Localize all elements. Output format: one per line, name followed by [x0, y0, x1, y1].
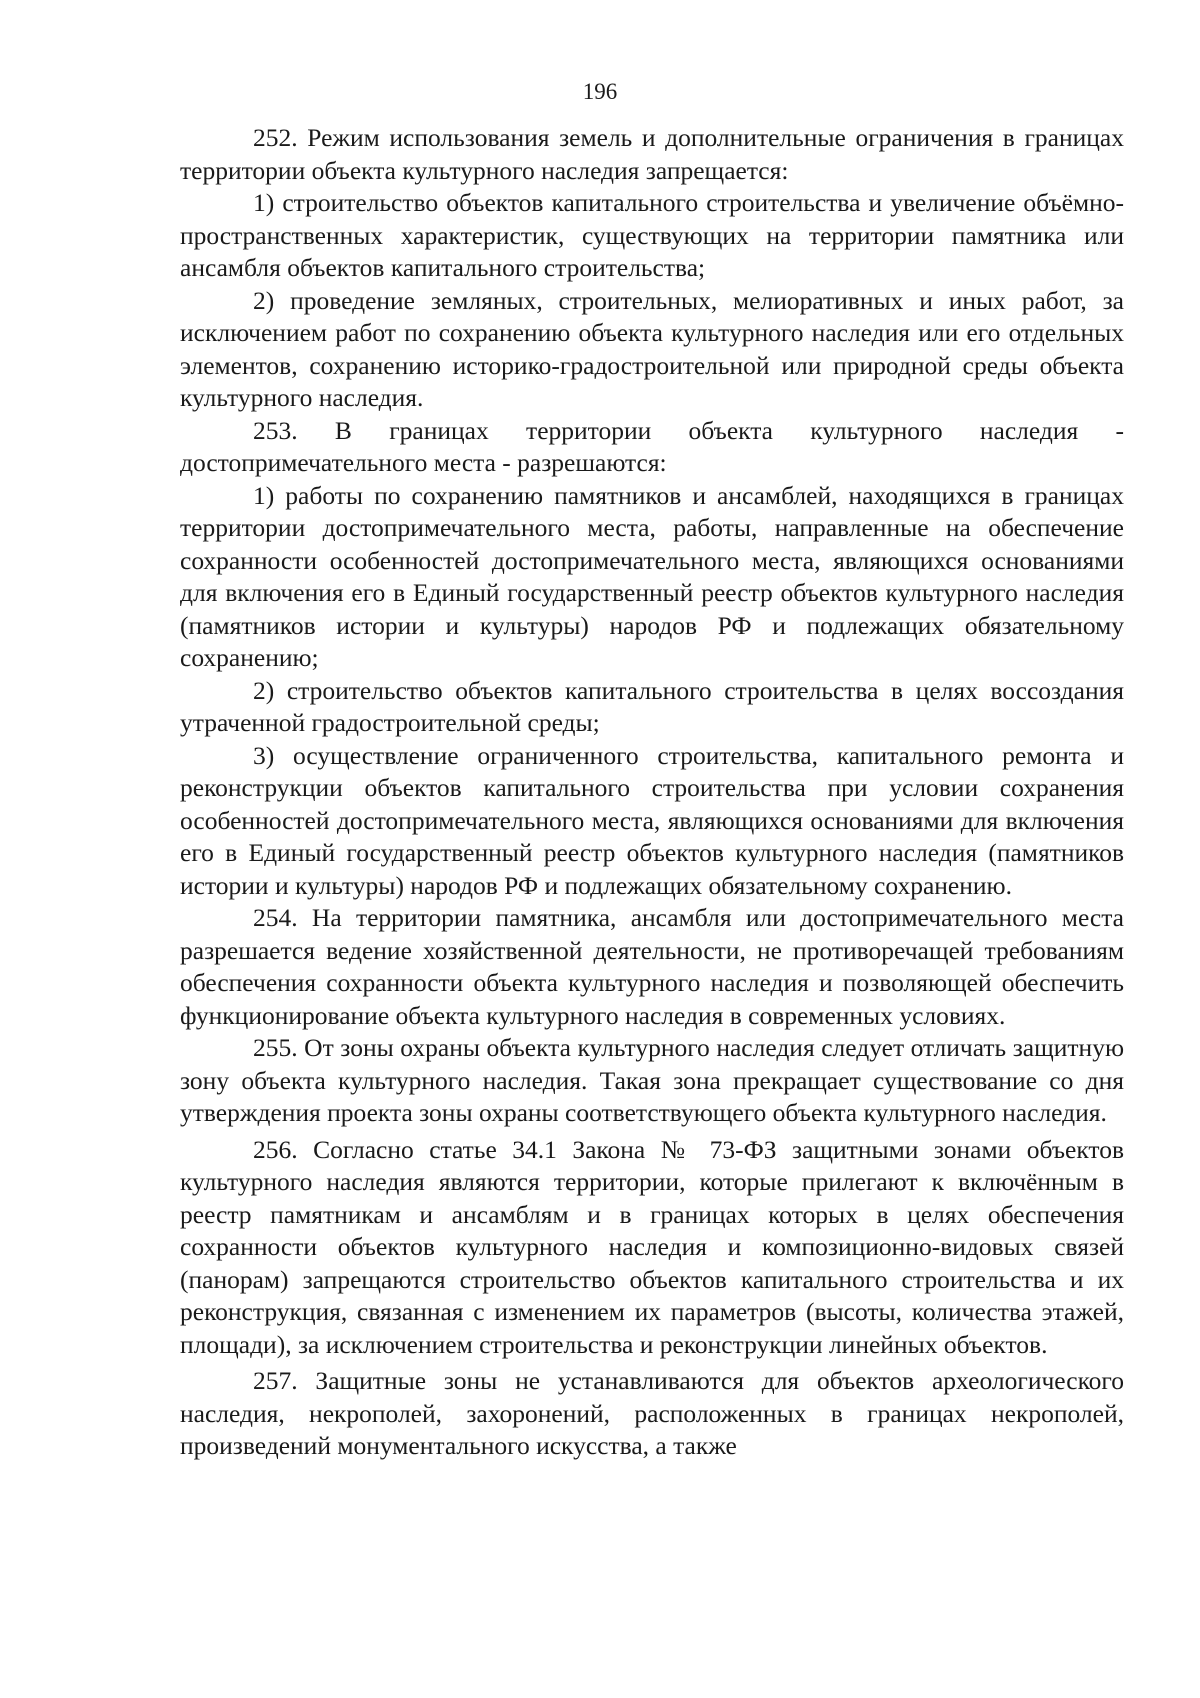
paragraph-252-item-2: 2) проведение земляных, строительных, мелиоративных и иных работ, за исключением работ по сохранению объекта культурного наследия или его отдельных элементов, сохранению историко-градостроительной или природной среды объекта культурного наследия. — [180, 285, 1124, 412]
paragraph-256: 256. Согласно статье 34.1 Закона № 73-ФЗ защитными зонами объектов культурного наследия являются территории, которые прилегают к включённым в реестр памятникам и ансамблям и в границах которых в целях обеспечения сохранности объектов культурного наследия и композиционно-видовых связей (панорам) запрещаются строительство объектов капитального строительства и их реконструкция, связанная с изменением их параметров (высоты, количества этажей, площади), за исключением строительства и реконструкции линейных объектов. — [180, 1134, 1124, 1359]
paragraph-253: 253. В границах территории объекта культурного наследия - достопримечательного места - разрешаются: — [180, 415, 1124, 477]
paragraph-257: 257. Защитные зоны не устанавливаются для объектов археологического наследия, некрополей, захоронений, расположенных в границах некрополей, произведений монументального искусства, а также — [180, 1366, 1124, 1460]
paragraph-252-item-1: 1) строительство объектов капитального строительства и увеличение объёмно-пространственных характеристик, существующих на территории памятника или ансамбля объектов капитального строительства; — [180, 188, 1124, 282]
paragraph-253-item-3: 3) осуществление ограниченного строительства, капитального ремонта и реконструкции объектов капитального строительства при условии сохранения особенностей достопримечательного места, являющихся основаниями для включения его в Единый государственный реестр объектов культурного наследия (памятников истории и культуры) народов РФ и подлежащих обязательному сохранению. — [180, 740, 1124, 900]
paragraph-255: 255. От зоны охраны объекта культурного наследия следует отличать защитную зону объекта культурного наследия. Такая зона прекращает существование со дня утверждения проекта зоны охраны соответствующего объекта культурного наследия. — [180, 1033, 1124, 1127]
paragraph-253-item-2: 2) строительство объектов капитального строительства в целях воссоздания утраченной градостроительной среды; — [180, 675, 1124, 737]
paragraph-253-item-1: 1) работы по сохранению памятников и ансамблей, находящихся в границах территории достопримечательного места, работы, направленные на обеспечение сохранности особенностей достопримечательного места, являющихся основаниями для включения его в Единый государственный реестр объектов культурного наследия (памятников истории и культуры) народов РФ и подлежащих обязательному сохранению; — [180, 480, 1124, 672]
document-body — [180, 122, 1124, 1463]
paragraph-252: 252. Режим использования земель и дополнительные ограничения в границах территории объекта культурного наследия запрещается: — [180, 123, 1124, 185]
page-number: 196 — [582, 79, 618, 104]
paragraph-254: 254. На территории памятника, ансамбля или достопримечательного места разрешается ведение хозяйственной деятельности, не противоречащей требованиям обеспечения сохранности объекта культурного наследия и позволяющей обеспечить функционирование объекта культурного наследия в современных условиях. — [180, 903, 1124, 1030]
